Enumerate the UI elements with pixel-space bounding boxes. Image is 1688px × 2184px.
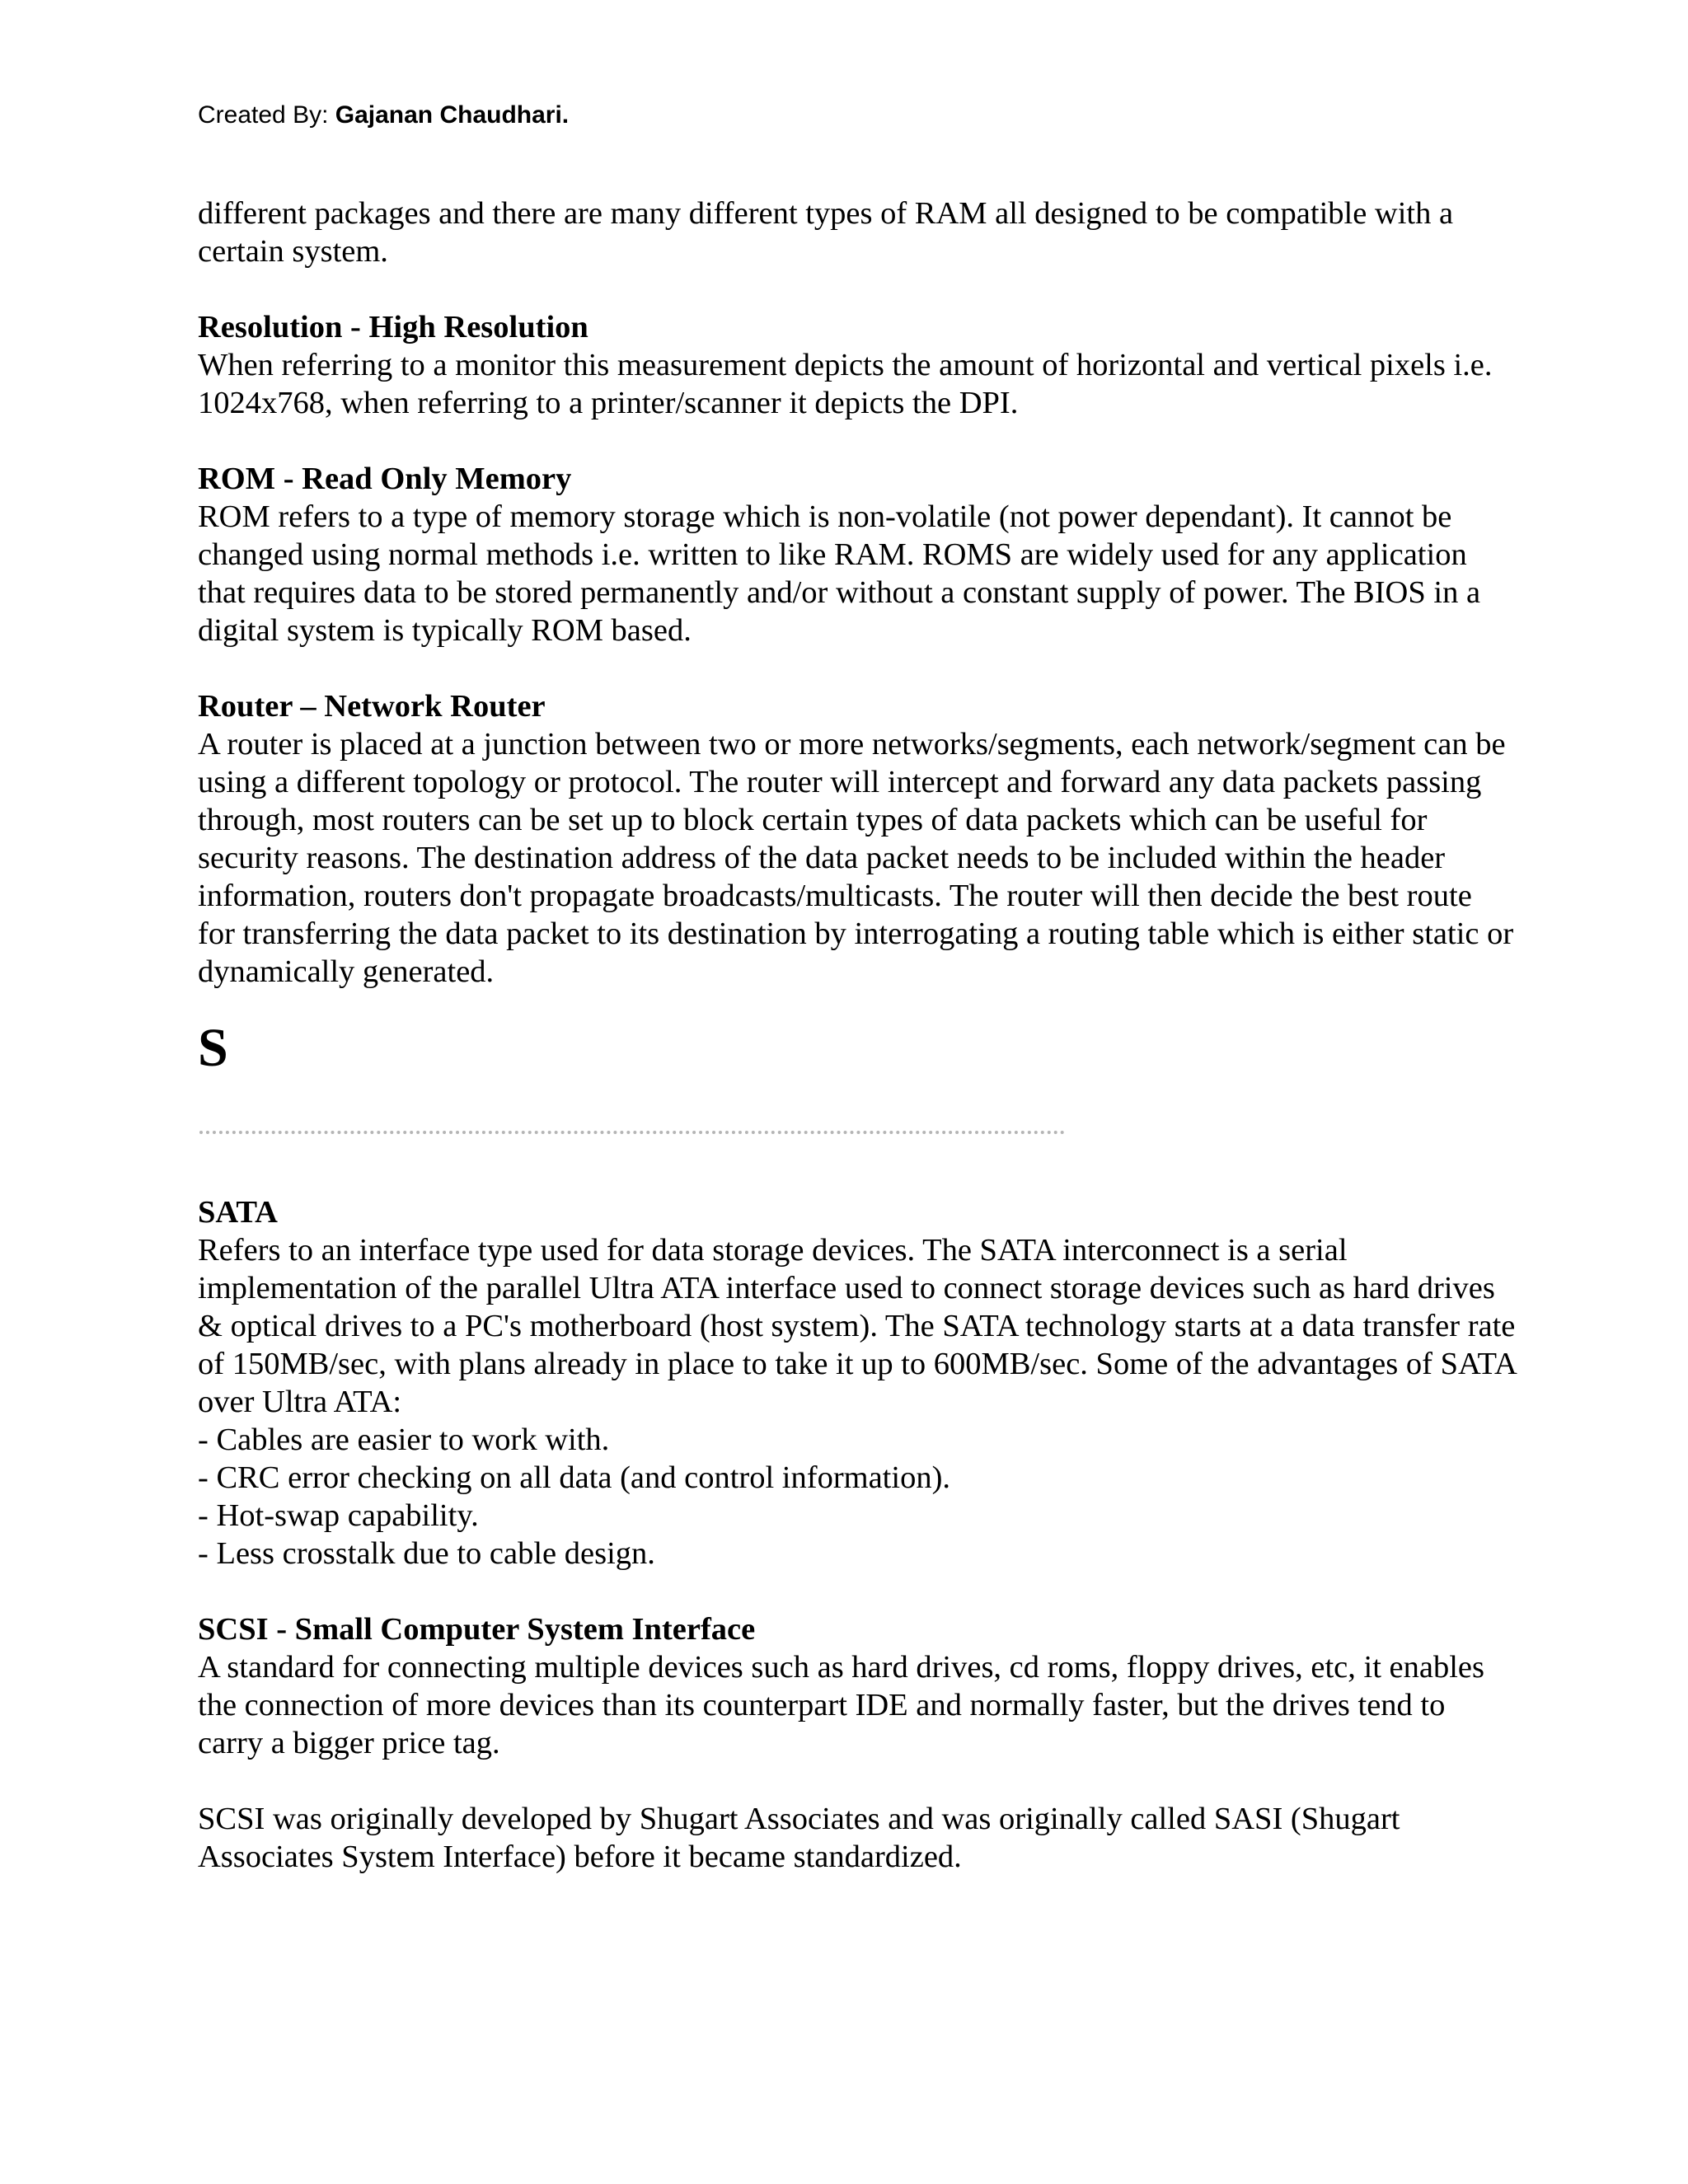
entry-rom	[198, 460, 1517, 649]
entry-sata	[198, 1193, 1517, 1572]
entry-resolution	[198, 308, 1517, 422]
entry-term: Resolution - High Resolution	[198, 310, 588, 344]
entry-definition: A standard for connecting multiple devices such as hard drives, cd roms, floppy drives, etc, it enables the connection of more devices than its counterpart IDE and normally faster, but the drives tend to carry a bigger price tag.	[198, 1650, 1484, 1760]
entry-term: ROM - Read Only Memory	[198, 462, 572, 496]
entry-definition: When referring to a monitor this measurement depicts the amount of horizontal and vertical pixels i.e. 1024x768, when referring to a printer/scanner it depicts the DPI.	[198, 348, 1493, 420]
author-name: Gajanan Chaudhari.	[335, 101, 570, 129]
list-item: - CRC error checking on all data (and control information).	[198, 1460, 951, 1495]
entry-router	[198, 687, 1517, 991]
page-header	[198, 99, 569, 132]
entry-definition: ROM refers to a type of memory storage which is non-volatile (not power dependant). It cannot be changed using normal methods i.e. written to like RAM. ROMS are widely used for any application that requires data to be stored permanently and/or without a constant supply of power. The BIOS in a digital system is typically ROM based.	[198, 499, 1481, 648]
entry-definition: A router is placed at a junction between two or more networks/segments, each network/segment can be using a different topology or protocol. The router will intercept and forward any data packets passing through, most routers can be set up to block certain types of data packets which can be useful for security reasons. The destination address of the data packet needs to be included within the header information, routers don't propagate broadcasts/multicasts. The router will then decide the best route for transferring the data packet to its destination by interrogating a routing table which is either static or dynamically generated.	[198, 727, 1514, 989]
entry-term: Router – Network Router	[198, 689, 546, 724]
list-item: - Hot-swap capability.	[198, 1498, 479, 1533]
scsi-history-paragraph: SCSI was originally developed by Shugart Associates and was originally called SASI (Shugart Associates System Interface) before it became standardized.	[198, 1802, 1400, 1874]
section-letter-heading: S	[198, 1018, 228, 1078]
dotted-divider	[199, 1131, 1065, 1134]
entry-scsi	[198, 1610, 1517, 1762]
intro-paragraph: different packages and there are many different types of RAM all designed to be compatible with a certain system.	[198, 196, 1454, 269]
created-by-label: Created By:	[198, 101, 335, 129]
list-item: - Less crosstalk due to cable design.	[198, 1536, 655, 1571]
document-body	[198, 194, 1517, 1876]
sata-advantages-list	[198, 1421, 1517, 1572]
list-item: - Cables are easier to work with.	[198, 1422, 610, 1457]
entry-definition: Refers to an interface type used for data storage devices. The SATA interconnect is a serial implementation of the parallel Ultra ATA interface used to connect storage devices such as hard drives & optical drives to a PC's motherboard (host system). The SATA technology starts at a data transfer rate of 150MB/sec, with plans already in place to take it up to 600MB/sec. Some of the advantages of SATA over Ultra ATA:	[198, 1233, 1516, 1419]
entry-term: SATA	[198, 1195, 278, 1230]
entry-term: SCSI - Small Computer System Interface	[198, 1612, 756, 1647]
